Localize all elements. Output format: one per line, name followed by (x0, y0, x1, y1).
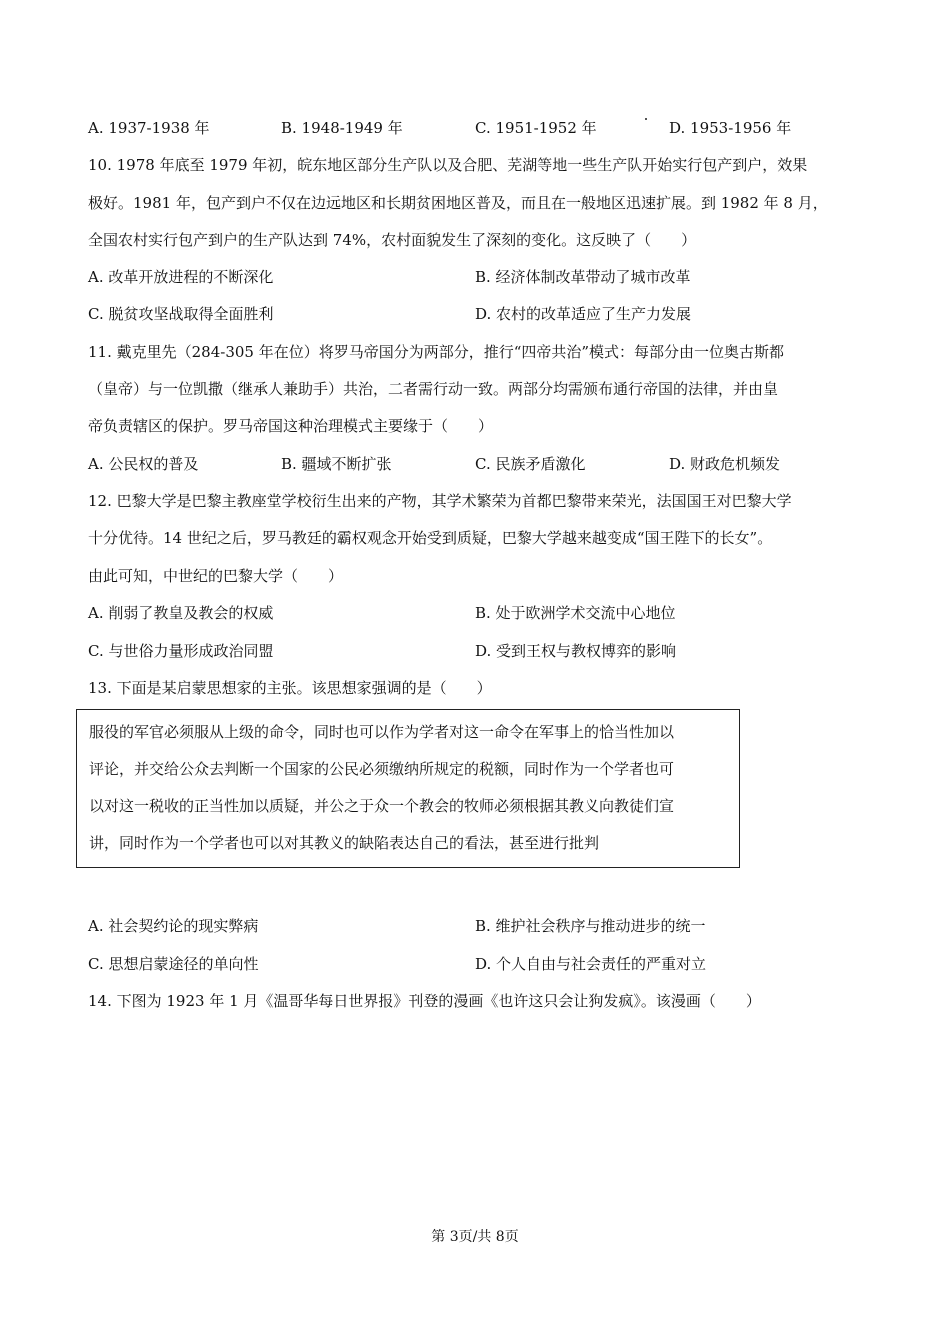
q9-option-c: C. 1951-1952 年 (475, 119, 597, 137)
q12-option-b: B. 处于欧洲学术交流中心地位 (475, 604, 676, 622)
q11-text-line-3: 帝负责辖区的保护。罗马帝国这种治理模式主要缘于（ ） (88, 417, 494, 435)
q13-quote-line-1: 服役的军官必须服从上级的命令，同时也可以作为学者对这一命令在军事上的恰当性加以 (89, 723, 675, 741)
q13-quote-line-4: 讲，同时作为一个学者也可以对其教义的缺陷表达自己的看法，甚至进行批判 (89, 834, 600, 852)
q10-text-line-3: 全国农村实行包产到户的生产队达到 74%，农村面貌发生了深刻的变化。这反映了（ ） (88, 231, 697, 249)
q13-quote-box (76, 709, 740, 868)
q11-option-d: D. 财政危机频发 (669, 455, 781, 473)
q11-option-c: C. 民族矛盾激化 (475, 455, 586, 473)
q13-option-c: C. 思想启蒙途径的单向性 (88, 955, 259, 973)
q12-option-d: D. 受到王权与教权博弈的影响 (475, 642, 677, 660)
q11-option-a: A. 公民权的普及 (88, 455, 199, 473)
q13-option-d: D. 个人自由与社会责任的严重对立 (475, 955, 707, 973)
q9-option-d: D. 1953-1956 年 (669, 119, 792, 137)
q10-option-b: B. 经济体制改革带动了城市改革 (475, 268, 691, 286)
q12-text-line-3: 由此可知，中世纪的巴黎大学（ ） (88, 567, 344, 585)
q13-option-b: B. 维护社会秩序与推动进步的统一 (475, 917, 706, 935)
q13-quote-line-3: 以对这一税收的正当性加以质疑，并公之于众一个教会的牧师必须根据其教义向教徒们宣 (89, 797, 675, 815)
page-number: 第 3页/共 8页 (431, 1229, 519, 1245)
q10-option-c: C. 脱贫攻坚战取得全面胜利 (88, 305, 274, 323)
q14-text-line-1: 14. 下图为 1923 年 1 月《温哥华每日世界报》刊登的漫画《也许这只会让狗发疯》。该漫画（ ） (88, 992, 761, 1010)
q11-text-line-2: （皇帝）与一位凯撒（继承人兼助手）共治，二者需行动一致。两部分均需颁布通行帝国的法律，并由皇 (88, 380, 779, 398)
q9-option-b: B. 1948-1949 年 (281, 119, 403, 137)
q12-text-line-2: 十分优待。14 世纪之后，罗马教廷的霸权观念开始受到质疑，巴黎大学越来越变成“国王陛下的长女”。 (88, 529, 773, 547)
q12-option-a: A. 削弱了教皇及教会的权威 (88, 604, 274, 622)
q11-text-line-1: 11. 戴克里先（284-305 年在位）将罗马帝国分为两部分，推行“四帝共治”模式：每部分由一位奥古斯都 (88, 343, 785, 361)
scan-speck (645, 118, 647, 120)
q10-text-line-1: 10. 1978 年底至 1979 年初，皖东地区部分生产队以及合肥、芜湖等地一些生产队开始实行包产到户，效果 (88, 156, 808, 174)
q11-option-b: B. 疆域不断扩张 (281, 455, 392, 473)
q12-text-line-1: 12. 巴黎大学是巴黎主教座堂学校衍生出来的产物，其学术繁荣为首都巴黎带来荣光，法国国王对巴黎大学 (88, 492, 792, 510)
q9-option-a: A. 1937-1938 年 (88, 119, 210, 137)
q10-text-line-2: 极好。1981 年，包产到户不仅在边远地区和长期贫困地区普及，而且在一般地区迅速扩展。到 1982 年 8 月， (88, 194, 828, 212)
q10-option-a: A. 改革开放进程的不断深化 (88, 268, 274, 286)
q10-option-d: D. 农村的改革适应了生产力发展 (475, 305, 692, 323)
q12-option-c: C. 与世俗力量形成政治同盟 (88, 642, 274, 660)
q13-quote-line-2: 评论，并交给公众去判断一个国家的公民必须缴纳所规定的税额，同时作为一个学者也可 (89, 760, 675, 778)
q13-option-a: A. 社会契约论的现实弊病 (88, 917, 259, 935)
q13-text-line-1: 13. 下面是某启蒙思想家的主张。该思想家强调的是（ ） (88, 679, 492, 697)
